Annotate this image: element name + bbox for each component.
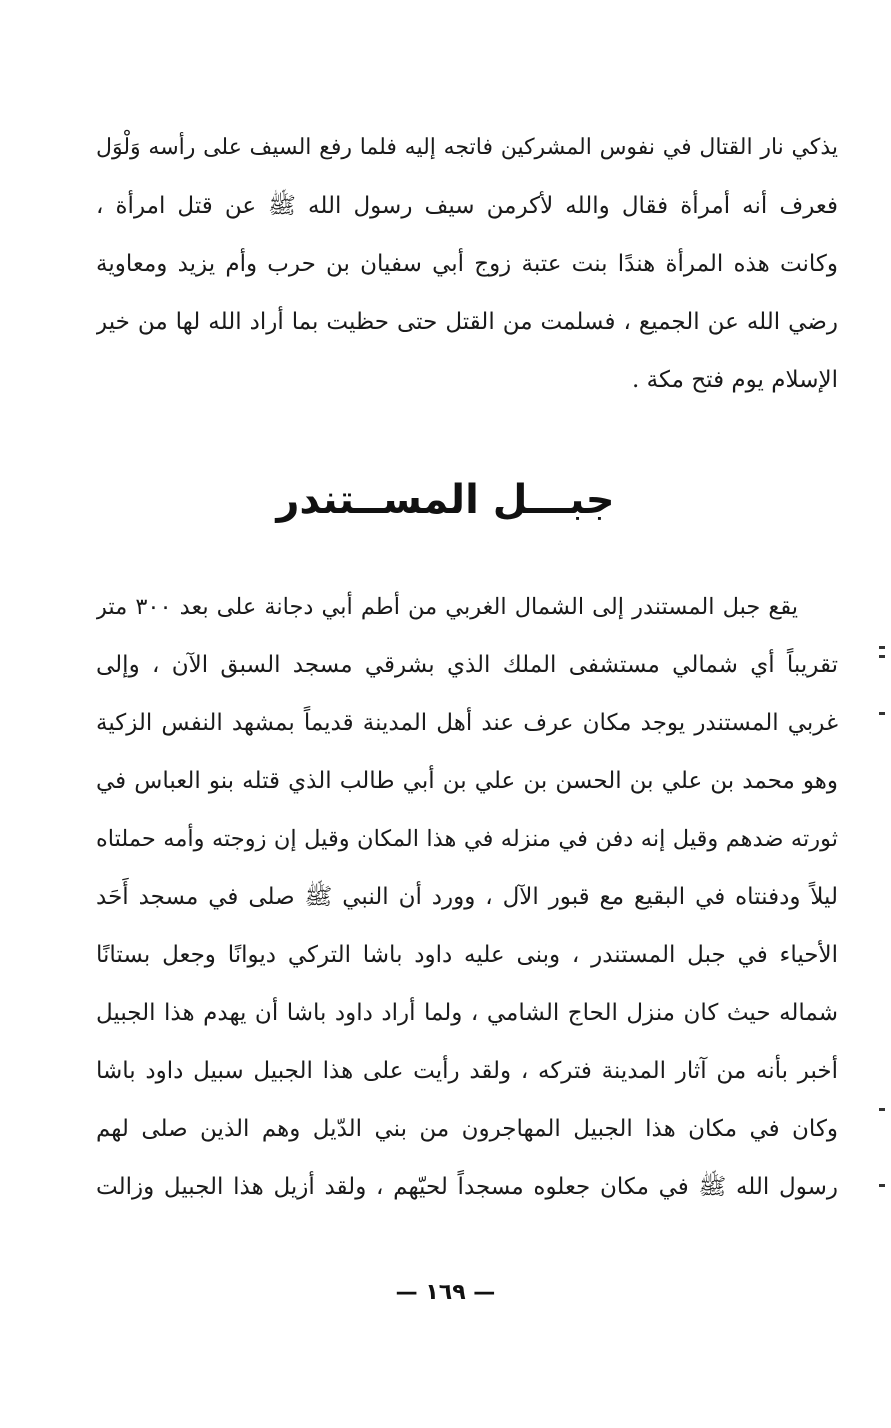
- paragraph-line: وكان في مكان هذا الجبيل المهاجرون من بني الدّيل وهم الذين صلى لهم: [96, 1116, 838, 1142]
- paragraph-line: رضي الله عن الجميع ، فسلمت من القتل حتى حظيت بما أراد الله لها من خير: [96, 309, 838, 335]
- paragraph-line: تقريباً أي شمالي مستشفى الملك الذي بشرقي مسجد السبق الآن ، وإلى: [96, 652, 838, 678]
- body-paragraph: [96, 578, 838, 1216]
- page-number: — ١٦٩ —: [395, 1280, 496, 1305]
- section-heading: جبـــل المســتندر: [276, 477, 615, 523]
- paragraph-line: شماله حيث كان منزل الحاج الشامي ، ولما أراد داود باشا أن يهدم هذا الجبيل: [96, 1000, 838, 1026]
- top-paragraph: [96, 119, 838, 409]
- paragraph-line: ليلاً ودفنتاه في البقيع مع قبور الآل ، وورد أن النبي ﷺ صلى في مسجد أَحَد: [96, 884, 838, 910]
- paragraph-line: ثورته ضدهم وقيل إنه دفن في منزله في هذا المكان وقيل إن زوجته وأمه حملتاه: [96, 826, 838, 852]
- paragraph-line: رسول الله ﷺ في مكان جعلوه مسجداً لحيّهم ، ولقد أزيل هذا الجبيل وزالت: [96, 1174, 838, 1200]
- paragraph-line: الإسلام يوم فتح مكة .: [632, 367, 838, 393]
- margin-scan-mark: [879, 1108, 885, 1111]
- paragraph-line: الأحياء في جبل المستندر ، وبنى عليه داود باشا التركي ديوانًا وجعل بستانًا: [96, 942, 838, 968]
- paragraph-line: وهو محمد بن علي بن الحسن بن علي بن أبي طالب الذي قتله بنو العباس في: [96, 768, 838, 794]
- margin-scan-mark: [879, 646, 885, 649]
- margin-scan-mark: [879, 655, 885, 658]
- paragraph-line: أخبر بأنه من آثار المدينة فتركه ، ولقد رأيت على هذا الجبيل سبيل داود باشا: [96, 1058, 838, 1084]
- paragraph-line: فعرف أنه أمرأة فقال والله لأكرمن سيف رسول الله ﷺ عن قتل امرأة ،: [96, 193, 838, 219]
- paragraph-line: غربي المستندر يوجد مكان عرف عند أهل المدينة قديماً بمشهد النفس الزكية: [96, 710, 838, 736]
- paragraph-line: وكانت هذه المرأة هندًا بنت عتبة زوج أبي سفيان بن حرب وأم يزيد ومعاوية: [96, 251, 838, 277]
- margin-scan-mark: [879, 1184, 885, 1187]
- paragraph-line: يقع جبل المستندر إلى الشمال الغربي من أطم أبي دجانة على بعد ٣٠٠ متر: [96, 594, 798, 620]
- margin-scan-mark: [879, 712, 885, 715]
- paragraph-line: يذكي نار القتال في نفوس المشركين فاتجه إليه فلما رفع السيف على رأسه وَلْوَل: [96, 135, 838, 160]
